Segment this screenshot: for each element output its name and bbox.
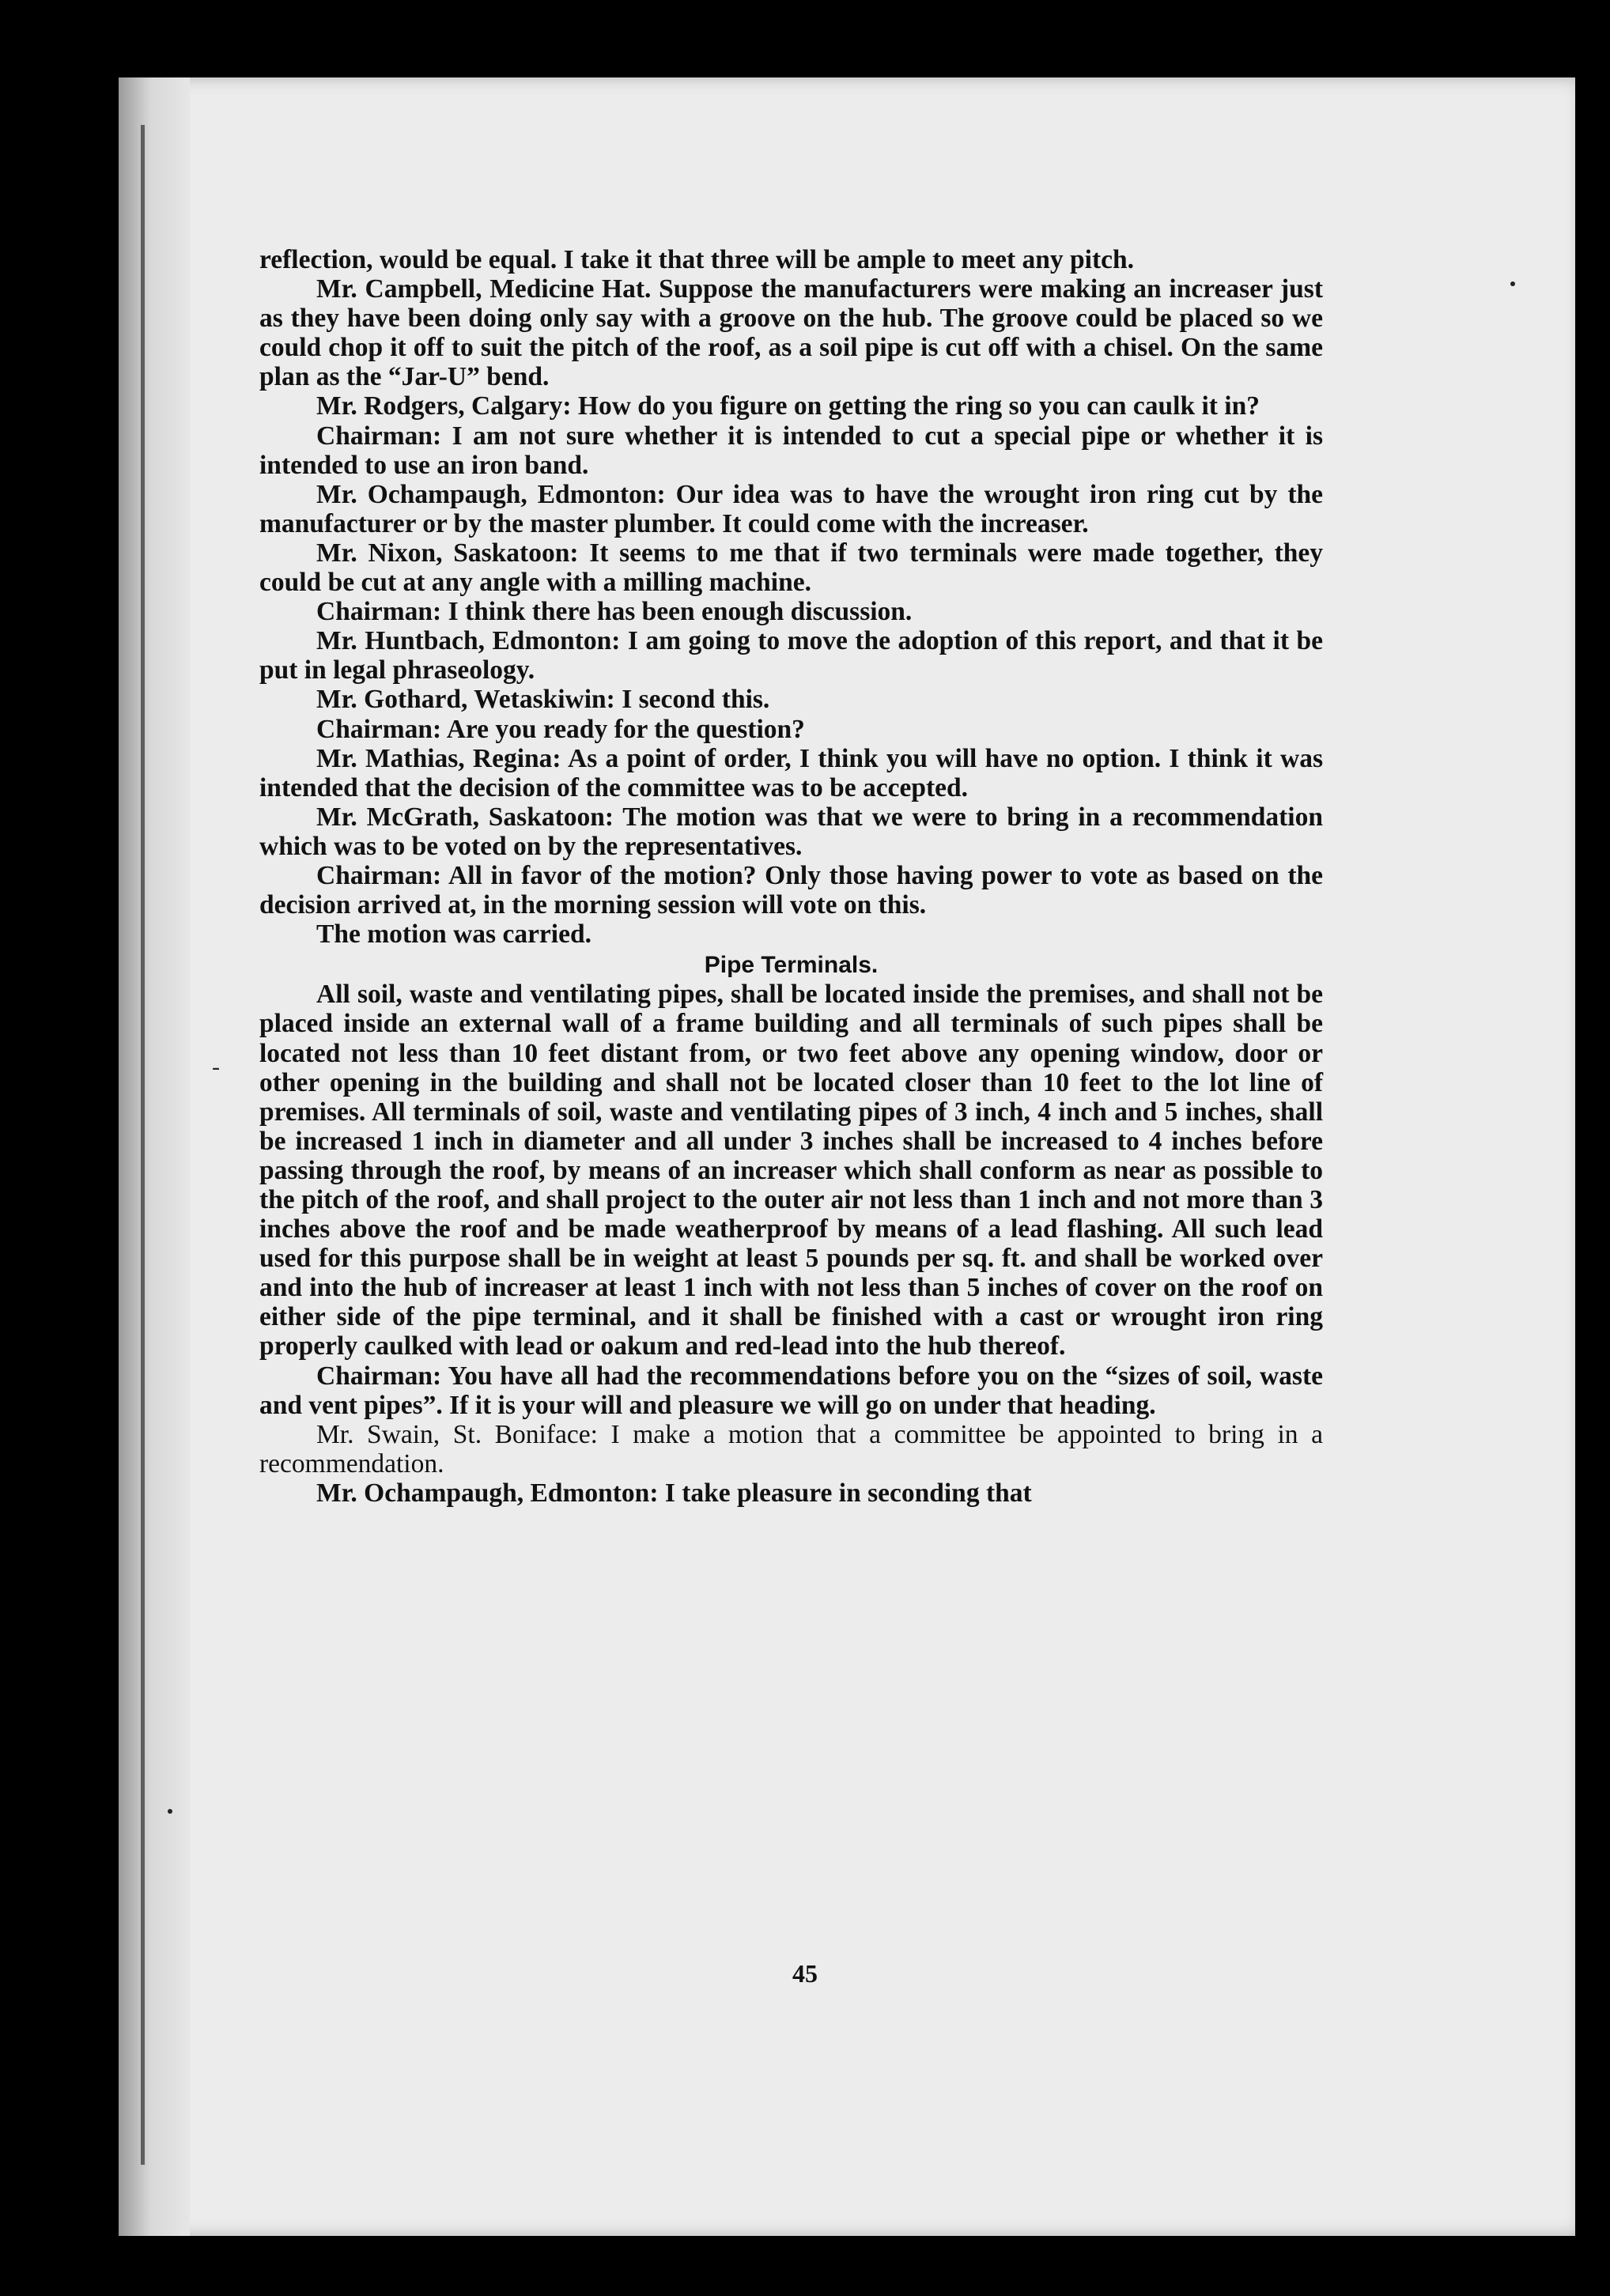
paragraph: Chairman: I am not sure whether it is intended to cut a special pipe or whether it is intended to use an iron band. — [259, 421, 1323, 480]
section-heading: Pipe Terminals. — [704, 952, 879, 979]
paragraph: reflection, would be equal. I take it that three will be ample to meet any pitch. — [259, 245, 1135, 274]
paragraph: Mr. Campbell, Medicine Hat. Suppose the manufacturers were making an increaser just as they have been doing only say with a groove on the hub. The groove could be placed so we could chop it off to suit the pitch of the roof, as a soil pipe is cut off with a chisel. On the same plan as the “Jar-U” bend. — [259, 274, 1323, 392]
paragraph: Mr. Rodgers, Calgary: How do you figure on getting the ring so you can caulk it in? — [316, 391, 1260, 421]
paragraph: Chairman: Are you ready for the question? — [316, 714, 805, 744]
scan-speck — [168, 1809, 172, 1814]
body-text — [259, 245, 1323, 1508]
paragraph: All soil, waste and ventilating pipes, shall be located inside the premises, and shall not be placed inside an external wall of a frame building and all terminals of such pipes shall be located not less than 10 feet distant from, or two feet above any opening window, door or other opening in the building and shall not be located closer than 10 feet to the lot line of premises. All terminals of soil, waste and ventilating pipes of 3 inch, 4 inch and 5 inches, shall be increased 1 inch in diameter and all under 3 inches shall be increased to 4 inches before passing through the roof, by means of an increaser which shall conform as near as possible to the pitch of the roof, and shall project to the outer air not less than 1 inch and not more than 3 inches above the roof and be made weatherproof by means of a lead flashing. All such lead used for this purpose shall be in weight at least 5 pounds per sq. ft. and shall be worked over and into the hub of increaser at least 1 inch with not less than 5 inches of cover on the roof on either side of the pipe terminal, and it shall be finished with a cast or wrought iron ring properly caulked with lead or oakum and red-lead into the hub thereof. — [259, 980, 1323, 1361]
paragraph: The motion was carried. — [316, 920, 591, 950]
page-number: 45 — [792, 1959, 818, 1988]
paragraph: Mr. Huntbach, Edmonton: I am going to move the adoption of this report, and that it be put in legal phraseology. — [259, 626, 1323, 685]
paragraph: Mr. McGrath, Saskatoon: The motion was that we were to bring in a recommendation which was to be voted on by the representatives. — [259, 802, 1323, 861]
book-spine-shadow — [119, 77, 190, 2236]
paragraph: Chairman: All in favor of the motion? Only those having power to vote as based on the decision arrived at, in the morning session will vote on this. — [259, 860, 1323, 920]
paragraph: Mr. Ochampaugh, Edmonton: Our idea was to have the wrought iron ring cut by the manufacturer or by the master plumber. It could come with the increaser. — [259, 479, 1323, 538]
paragraph: Chairman: You have all had the recommendations before you on the “sizes of soil, waste and vent pipes”. If it is your will and pleasure we will go on under that heading. — [259, 1361, 1323, 1420]
binding-edge-line — [141, 125, 145, 2165]
margin-mark: - — [212, 1054, 220, 1080]
paragraph: Mr. Gothard, Wetaskiwin: I second this. — [316, 685, 770, 715]
paragraph: Mr. Mathias, Regina: As a point of order, I think you will have no option. I think it was intended that the decision of the committee was to be accepted. — [259, 743, 1323, 802]
scan-speck — [1510, 281, 1515, 286]
paragraph: Mr. Swain, St. Boniface: I make a motion that a committee be appointed to bring in a recommendation. — [259, 1419, 1323, 1478]
paragraph: Mr. Ochampaugh, Edmonton: I take pleasure in seconding that — [316, 1478, 1032, 1508]
paragraph: Mr. Nixon, Saskatoon: It seems to me that if two terminals were made together, they could be cut at any angle with a milling machine. — [259, 538, 1323, 598]
paragraph: Chairman: I think there has been enough discussion. — [316, 597, 913, 627]
